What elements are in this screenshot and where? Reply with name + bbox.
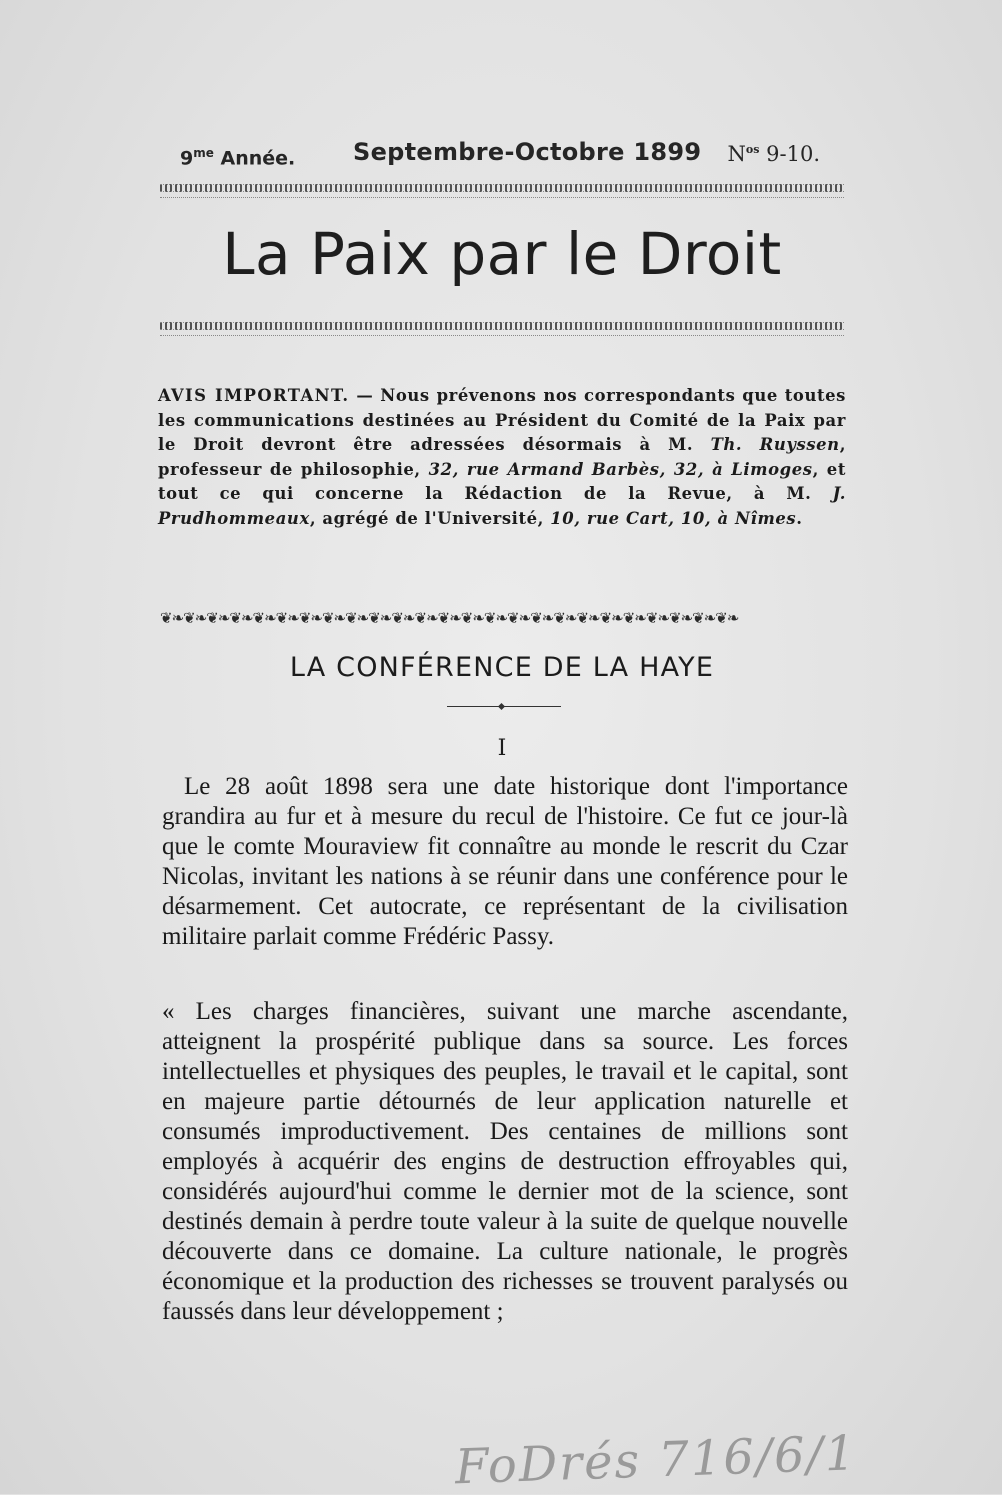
notice-address-2: 10, rue Cart, 10, à Nîmes bbox=[550, 508, 797, 528]
journal-title: La Paix par le Droit bbox=[222, 220, 782, 288]
title-bottom-rule bbox=[160, 322, 844, 337]
notice-text-1: — Nous prévenons nos correspondants que toutes les communications destinées au Président du Comité de la Paix par le Droit devront être adressées désormais à M. bbox=[158, 386, 846, 455]
notice-name-1: Th. Ruyssen bbox=[710, 435, 840, 455]
handwritten-shelfmark: FoDrés 716/6/1 bbox=[454, 1425, 859, 1495]
section-number: I bbox=[497, 736, 507, 761]
title-underline bbox=[447, 706, 561, 707]
year-label: $9^{me}$ Année. bbox=[180, 146, 296, 170]
article-title: LA CONFÉRENCE DE LA HAYE bbox=[289, 652, 715, 683]
notice-text-5: . bbox=[796, 508, 803, 528]
ornamental-divider: ❦❧❦❧❦❧❦❧❦❧❦❧❦❧❦❧❦❧❦❧❦❧❦❧❦❧❦❧❦❧❦❧❦❧❦❧❦❧❦❧❦❧❦❧❦❧❦❧❦❧ bbox=[160, 609, 739, 627]
top-decorative-rule bbox=[160, 184, 844, 199]
issue-number: $N^{os}$ 9-10. bbox=[727, 142, 820, 166]
notice-address-1: 32, rue Armand Barbès, 32, à Limoges bbox=[428, 459, 813, 479]
notice-text-3: , et tout ce qui concerne la Rédaction de la Revue, à M. bbox=[158, 459, 846, 504]
article-paragraph-1: Le 28 août 1898 sera une date historique dont l'importance grandira au fur et à mesure du recul de l'histoire. Ce fut ce jour-là que le comte Mouraview fit connaître au monde le rescrit du Czar Nicolas, invitant les nations à se réunir dans une conférence pour le désarmement. Cet autocrate, ce représentant de la civilisation militaire parlait comme Frédéric Passy. bbox=[162, 773, 848, 950]
notice-text-4: , agrégé de l'Université, bbox=[309, 508, 551, 528]
notice-name-2: J. Prudhommeaux bbox=[158, 484, 846, 528]
notice-lead: AVIS IMPORTANT. bbox=[158, 386, 350, 405]
issue-date: Septembre-Octobre 1899 bbox=[353, 138, 702, 166]
article-paragraph-2: « Les charges financières, suivant une marche ascendante, atteignent la prospérité publique dans sa source. Les forces intellectuelles et physiques des peuples, le travail et le capital, sont en majeure partie détournés de leur application naturelle et consumés improductivement. Des centaines de millions sont employés à acquérir des engins de destruction effroyables qui, considérés aujourd'hui comme le dernier mot de la science, sont destinés demain à perdre toute valeur à la suite de quelque nouvelle découverte dans ce domaine. La culture nationale, le progrès économique et la production des richesses se trouvent paralysés ou faussés dans leur développement ; bbox=[162, 998, 848, 1325]
important-notice bbox=[158, 384, 846, 532]
issue-header bbox=[180, 138, 820, 172]
notice-text-2: , professeur de philosophie, bbox=[158, 435, 847, 479]
